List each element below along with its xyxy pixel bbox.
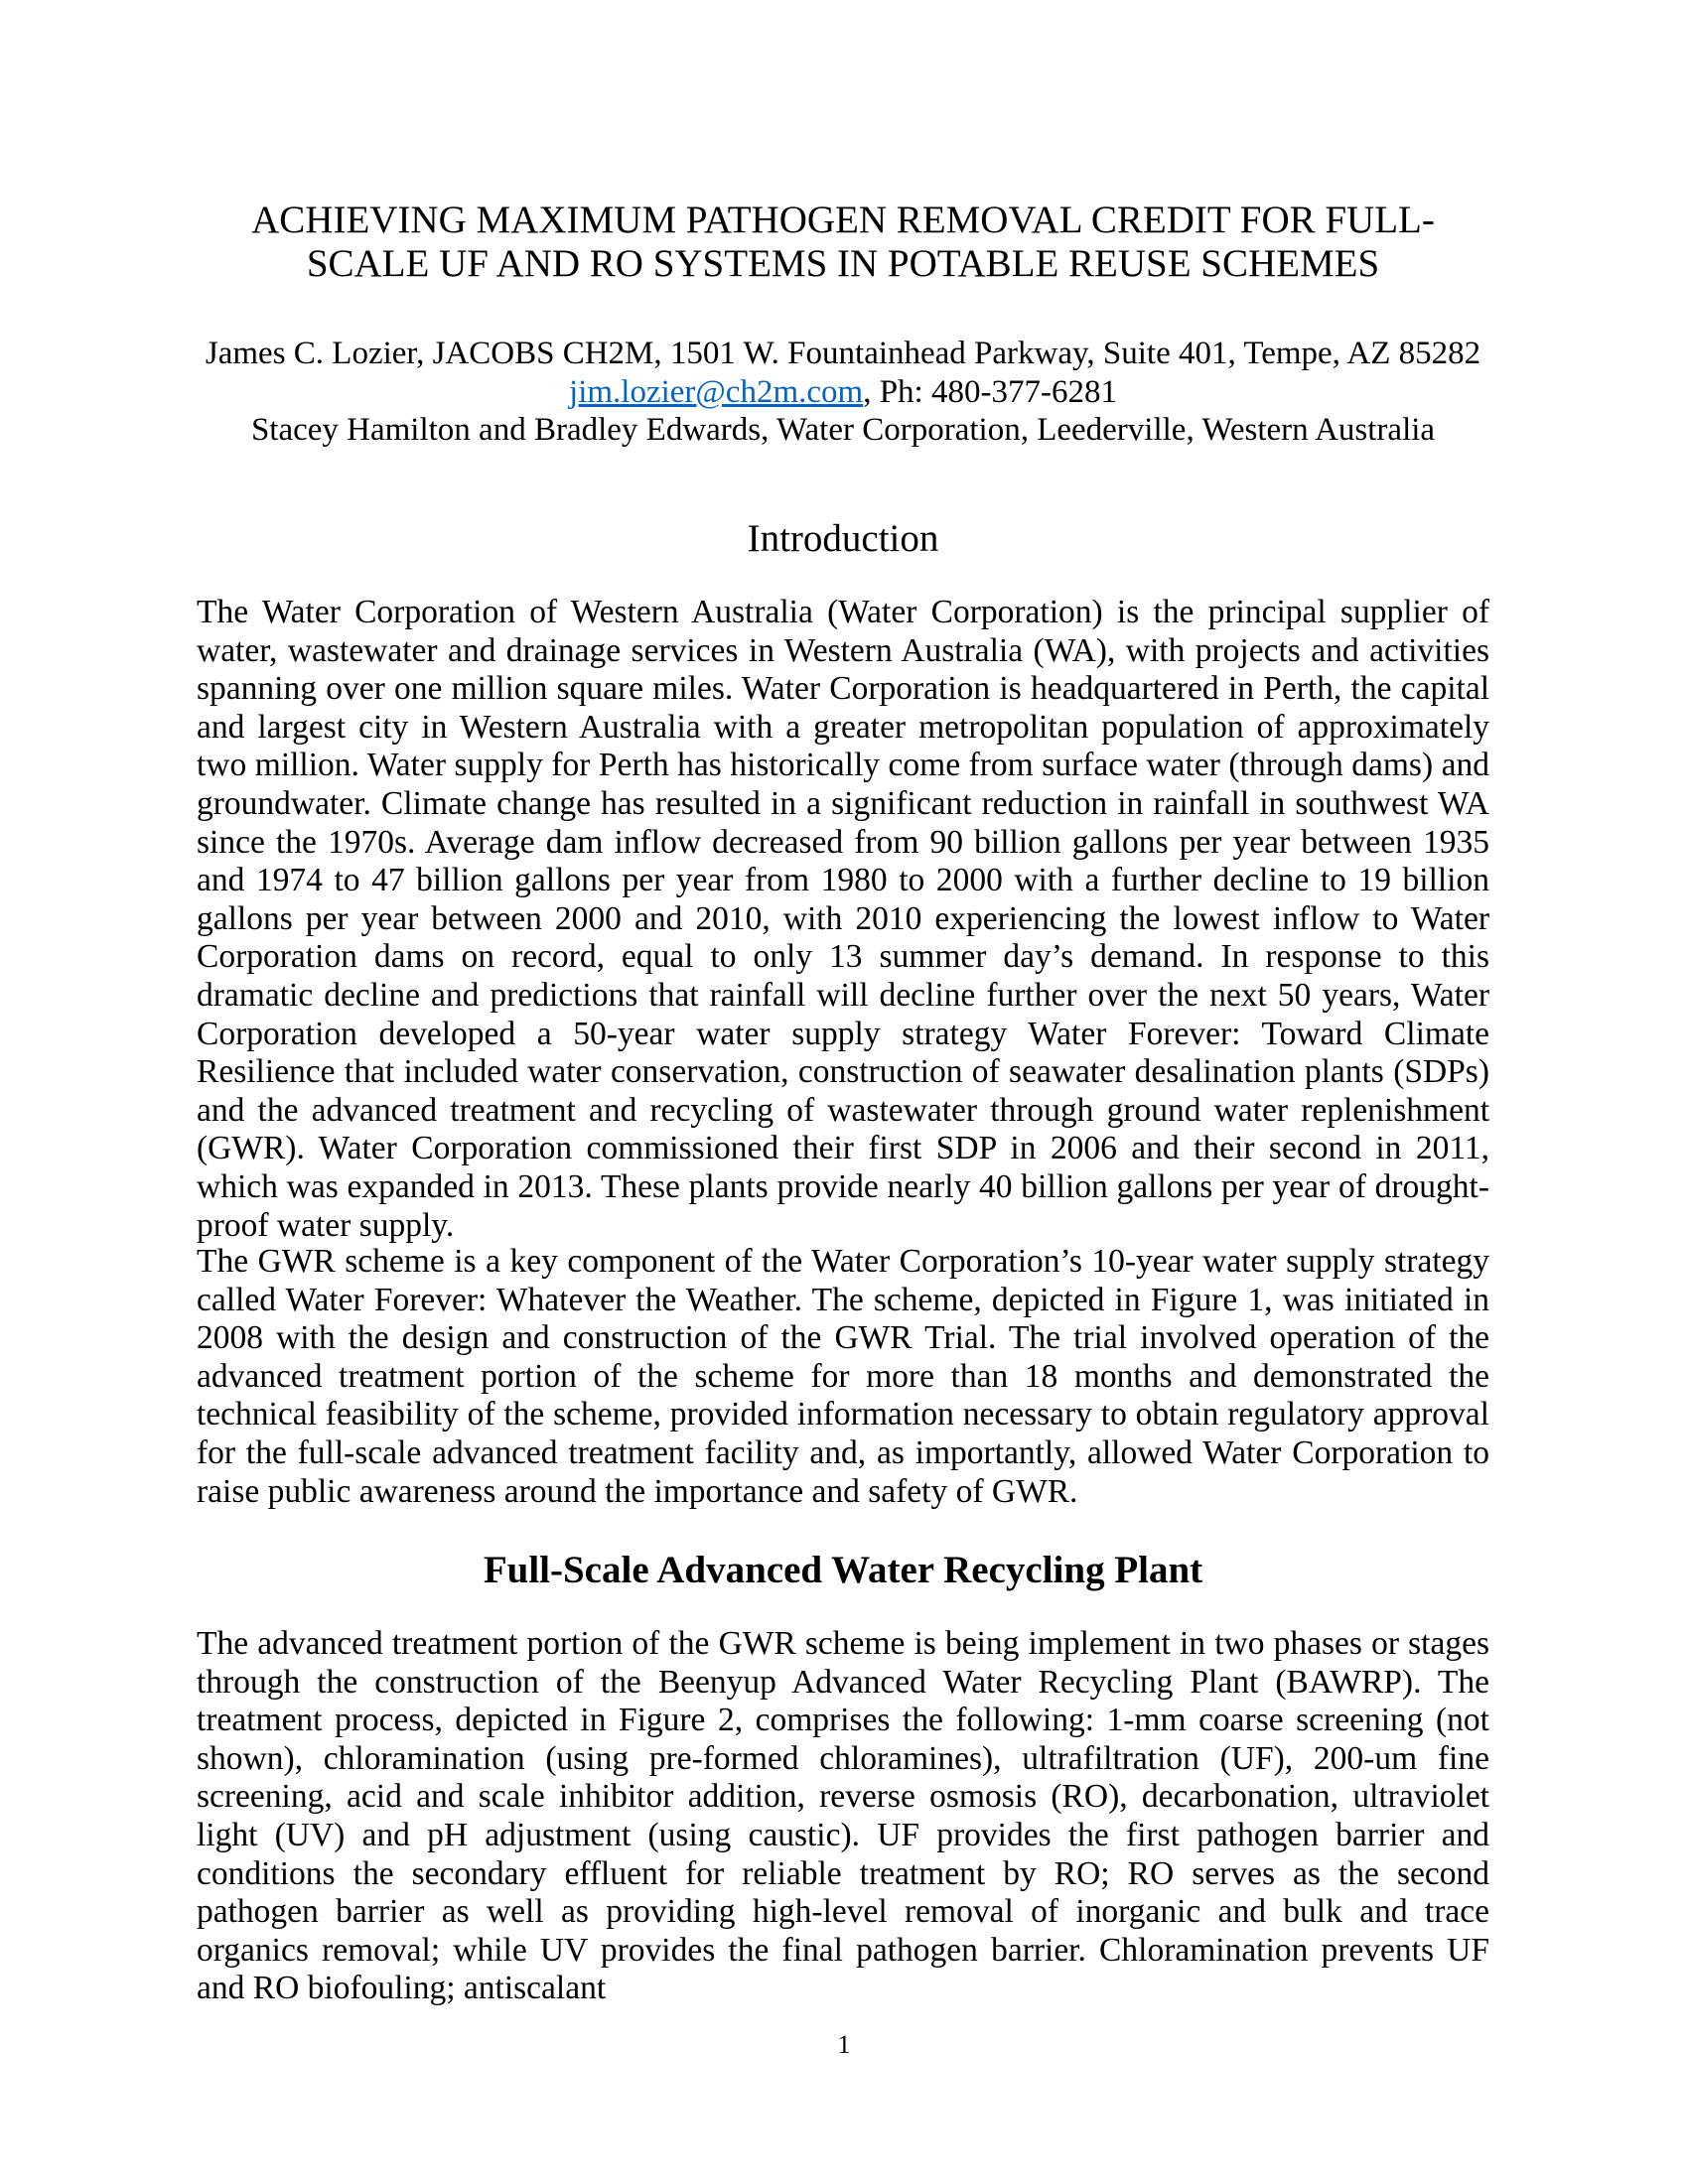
coauthor-line: Stacey Hamilton and Bradley Edwards, Water Corporation, Leederville, Western Australia <box>250 412 1436 448</box>
paper-title-line-2: SCALE UF AND RO SYSTEMS IN POTABLE REUSE SCHEMES <box>306 242 1380 285</box>
contact-line <box>197 373 1489 412</box>
paragraph-intro-2: The GWR scheme is a key component of the Water Corporation’s 10-year water supply strategy called Water Forever: Whatever the Weather. The scheme, depicted in Figure 1, was initiated in 2008 with the design and construction of the GWR Trial. The trial involved operation of the advanced treatment portion of the scheme for more than 18 months and demonstrated the technical feasibility of the scheme, provided information necessary to obtain regulatory approval for the full-scale advanced treatment facility and, as importantly, allowed Water Corporation to raise public awareness around the importance and safety of GWR. <box>197 1243 1489 1510</box>
phone-text: , Ph: 480-377-6281 <box>863 373 1117 410</box>
email-link[interactable]: jim.lozier@ch2m.com <box>569 373 864 410</box>
author-affiliation-line: James C. Lozier, JACOBS CH2M, 1501 W. Fountainhead Parkway, Suite 401, Tempe, AZ 85282 <box>205 336 1481 371</box>
section-heading-introduction: Introduction <box>747 517 939 560</box>
paper-title <box>197 199 1489 286</box>
paragraph-full-scale-1: The advanced treatment portion of the GWR scheme is being implement in two phases or stages through the construction of the Beenyup Advanced Water Recycling Plant (BAWRP). The treatment process, depicted in Figure 2, comprises the following: 1-mm coarse screening (not shown), chloramination (using pre-formed chloramines), ultrafiltration (UF), 200-um fine screening, acid and scale inhibitor addition, reverse osmosis (RO), decarbonation, ultraviolet light (UV) and pH adjustment (using caustic). UF provides the first pathogen barrier and conditions the secondary effluent for reliable treatment by RO; RO serves as the second pathogen barrier as well as providing high-level removal of inorganic and bulk and trace organics removal; while UV provides the final pathogen barrier. Chloramination prevents UF and RO biofouling; antiscalant <box>197 1625 1489 2007</box>
paper-title-line-1: ACHIEVING MAXIMUM PATHOGEN REMOVAL CREDIT FOR FULL- <box>251 199 1435 241</box>
page-number: 1 <box>837 2030 851 2059</box>
section-heading-full-scale-plant: Full-Scale Advanced Water Recycling Plant <box>483 1549 1203 1591</box>
author-block <box>197 335 1489 450</box>
paragraph-intro-1: The Water Corporation of Western Australia (Water Corporation) is the principal supplier of water, wastewater and drainage services in Western Australia (WA), with projects and activities spanning over one million square miles. Water Corporation is headquartered in Perth, the capital and largest city in Western Australia with a greater metropolitan population of approximately two million. Water supply for Perth has historically come from surface water (through dams) and groundwater. Climate change has resulted in a significant reduction in rainfall in southwest WA since the 1970s. Average dam inflow decreased from 90 billion gallons per year between 1935 and 1974 to 47 billion gallons per year from 1980 to 2000 with a further decline to 19 billion gallons per year between 2000 and 2010, with 2010 experiencing the lowest inflow to Water Corporation dams on record, equal to only 13 summer day’s demand. In response to this dramatic decline and predictions that rainfall will decline further over the next 50 years, Water Corporation developed a 50-year water supply strategy Water Forever: Toward Climate Resilience that included water conservation, construction of seawater desalination plants (SDPs) and the advanced treatment and recycling of wastewater through ground water replenishment (GWR). Water Corporation commissioned their first SDP in 2006 and their second in 2011, which was expanded in 2013. These plants provide nearly 40 billion gallons per year of drought-proof water supply. <box>197 594 1489 1244</box>
